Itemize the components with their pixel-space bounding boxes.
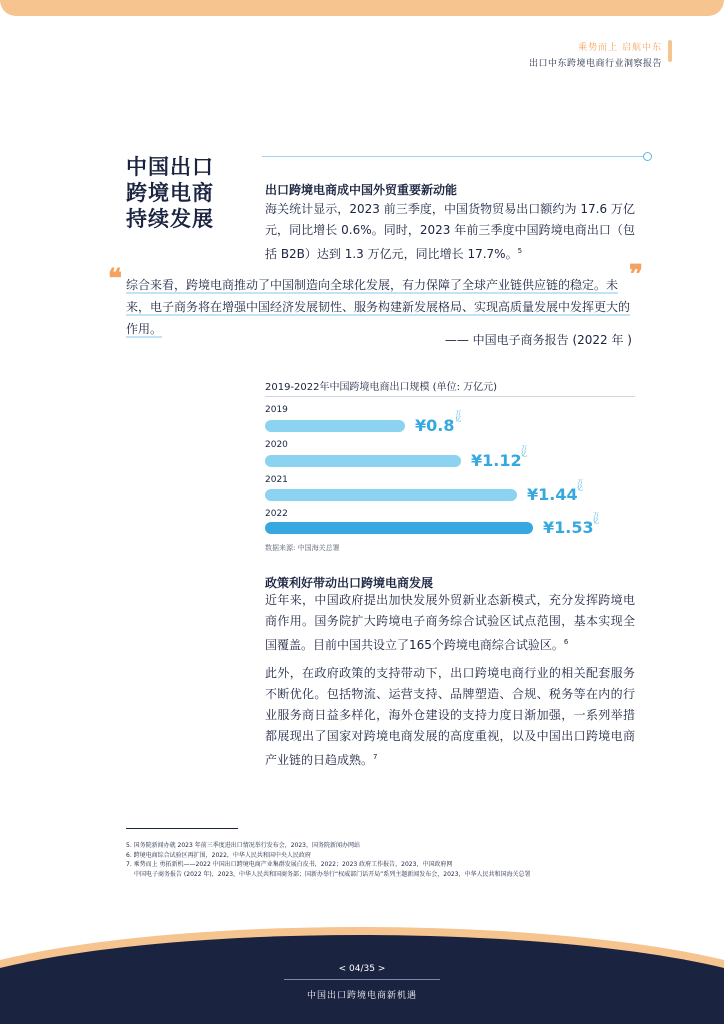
section-title-line: 持续发展 <box>126 207 214 231</box>
bar-year-label: 2022 <box>265 509 288 519</box>
block2-body-1 <box>265 590 635 656</box>
section-title-line: 跨境电商 <box>126 181 214 205</box>
footnote-item: 5. 国务院新闻办就 2023 年前三季度进出口情况举行发布会，2023，国务院新闻办网站 <box>126 842 360 849</box>
block2-text-2: 此外，在政府政策的支持带动下，出口跨境电商行业的相关配套服务不断优化。包括物流、运营支持、品牌塑造、合规、税务等在内的行业服务商日益多样化，海外仓建设的支持力度日渐加强，一系列举措都展现出了国家对跨境电商发展的高度重视，以及中国出口跨境电商产业链的日趋成熟。 <box>265 666 635 767</box>
open-quote-icon: ❝ <box>108 264 122 294</box>
footnote-divider <box>126 828 238 829</box>
bar-value-label: ¥1.12 <box>471 451 522 470</box>
block2-heading: 政策利好带动出口跨境电商发展 <box>265 576 434 590</box>
block2-text-1: 近年来，中国政府提出加快发展外贸新业态新模式，充分发挥跨境电商作用。国务院扩大跨境电子商务综合试验区试点范围，基本实现全国覆盖。目前中国共设立了165个跨境电商综合试验区。 <box>265 593 635 652</box>
footnotes <box>126 841 666 879</box>
divider-end-dot <box>643 152 652 161</box>
header-tagline: 乘势而上 启航中东 <box>578 43 662 53</box>
chart-source: 数据来源: 中国海关总署 <box>265 544 340 552</box>
bar-year-label: 2019 <box>265 405 288 415</box>
footnote-ref: 7 <box>373 753 378 761</box>
footnote-item: 7. 乘势而上 勇拓新机——2022 中国出口跨境电商产业集群发展白皮书，2022；2023 政府工作报告，2023，中国政府网 <box>126 861 453 868</box>
footer-divider <box>284 979 440 980</box>
block2-body-2 <box>265 663 635 771</box>
bar-2019 <box>265 420 405 432</box>
bar-year-label: 2020 <box>265 440 288 450</box>
bar-2022 <box>265 522 533 534</box>
chart-title-divider <box>265 396 635 397</box>
footer-title: 中国出口跨境电商新机遇 <box>306 991 417 1001</box>
block1-heading: 出口跨境电商成中国外贸重要新动能 <box>265 183 458 197</box>
bar-value-label: ¥1.44 <box>527 485 578 504</box>
bar-value-label: ¥0.8 <box>415 416 455 435</box>
block1-body <box>265 199 635 265</box>
header-accent-mark <box>668 40 672 62</box>
bar-2021 <box>265 489 517 501</box>
footnote-item: 中国电子商务报告 (2022 年)，2023，中华人民共和国商务部；国新办举行“权威部门话开局”系列主题新闻发布会，2023，中华人民共和国海关总署 <box>134 870 531 878</box>
header-report-title: 出口中东跨境电商行业洞察报告 <box>528 59 662 69</box>
top-accent-bar <box>0 0 724 16</box>
bar-unit-label: 万亿 <box>521 445 528 458</box>
close-quote-icon: ❞ <box>629 260 643 290</box>
chart-title: 2019-2022年中国跨境电商出口规模 (单位: 万亿元) <box>265 382 498 393</box>
report-header <box>529 40 662 69</box>
section-title-line: 中国出口 <box>126 155 214 179</box>
block1-text: 海关统计显示，2023 前三季度，中国货物贸易出口额约为 17.6 万亿元，同比增长 0.6%。同时，2023 年前三季度中国跨境电商出口（包括 B2B）达到 1.3 万亿元，同比增长 17.7%。 <box>265 202 635 261</box>
bar-2020 <box>265 455 461 467</box>
title-divider <box>262 156 644 157</box>
page-indicator: < 04/35 > <box>338 964 386 974</box>
pull-quote-text: 综合来看，跨境电商推动了中国制造向全球化发展，有力保障了全球产业链供应链的稳定。未来，电子商务将在增强中国经济发展韧性、服务构建新发展格局、实现高质量发展中发挥更大的作用。 <box>126 278 631 336</box>
bar-value-label: ¥1.53 <box>543 518 594 537</box>
section-title <box>126 154 214 232</box>
bar-year-label: 2021 <box>265 475 288 485</box>
footnote-item: 6. 跨境电商综合试验区再扩围，2022，中华人民共和国中央人民政府 <box>126 851 311 859</box>
footnote-ref: 5 <box>517 247 523 255</box>
footnote-ref: 6 <box>563 638 569 646</box>
bar-unit-label: 万亿 <box>455 410 462 423</box>
pull-quote-source: —— 中国电子商务报告 (2022 年 ) <box>444 333 632 347</box>
bar-unit-label: 万亿 <box>577 479 584 492</box>
bar-unit-label: 万亿 <box>593 512 600 525</box>
